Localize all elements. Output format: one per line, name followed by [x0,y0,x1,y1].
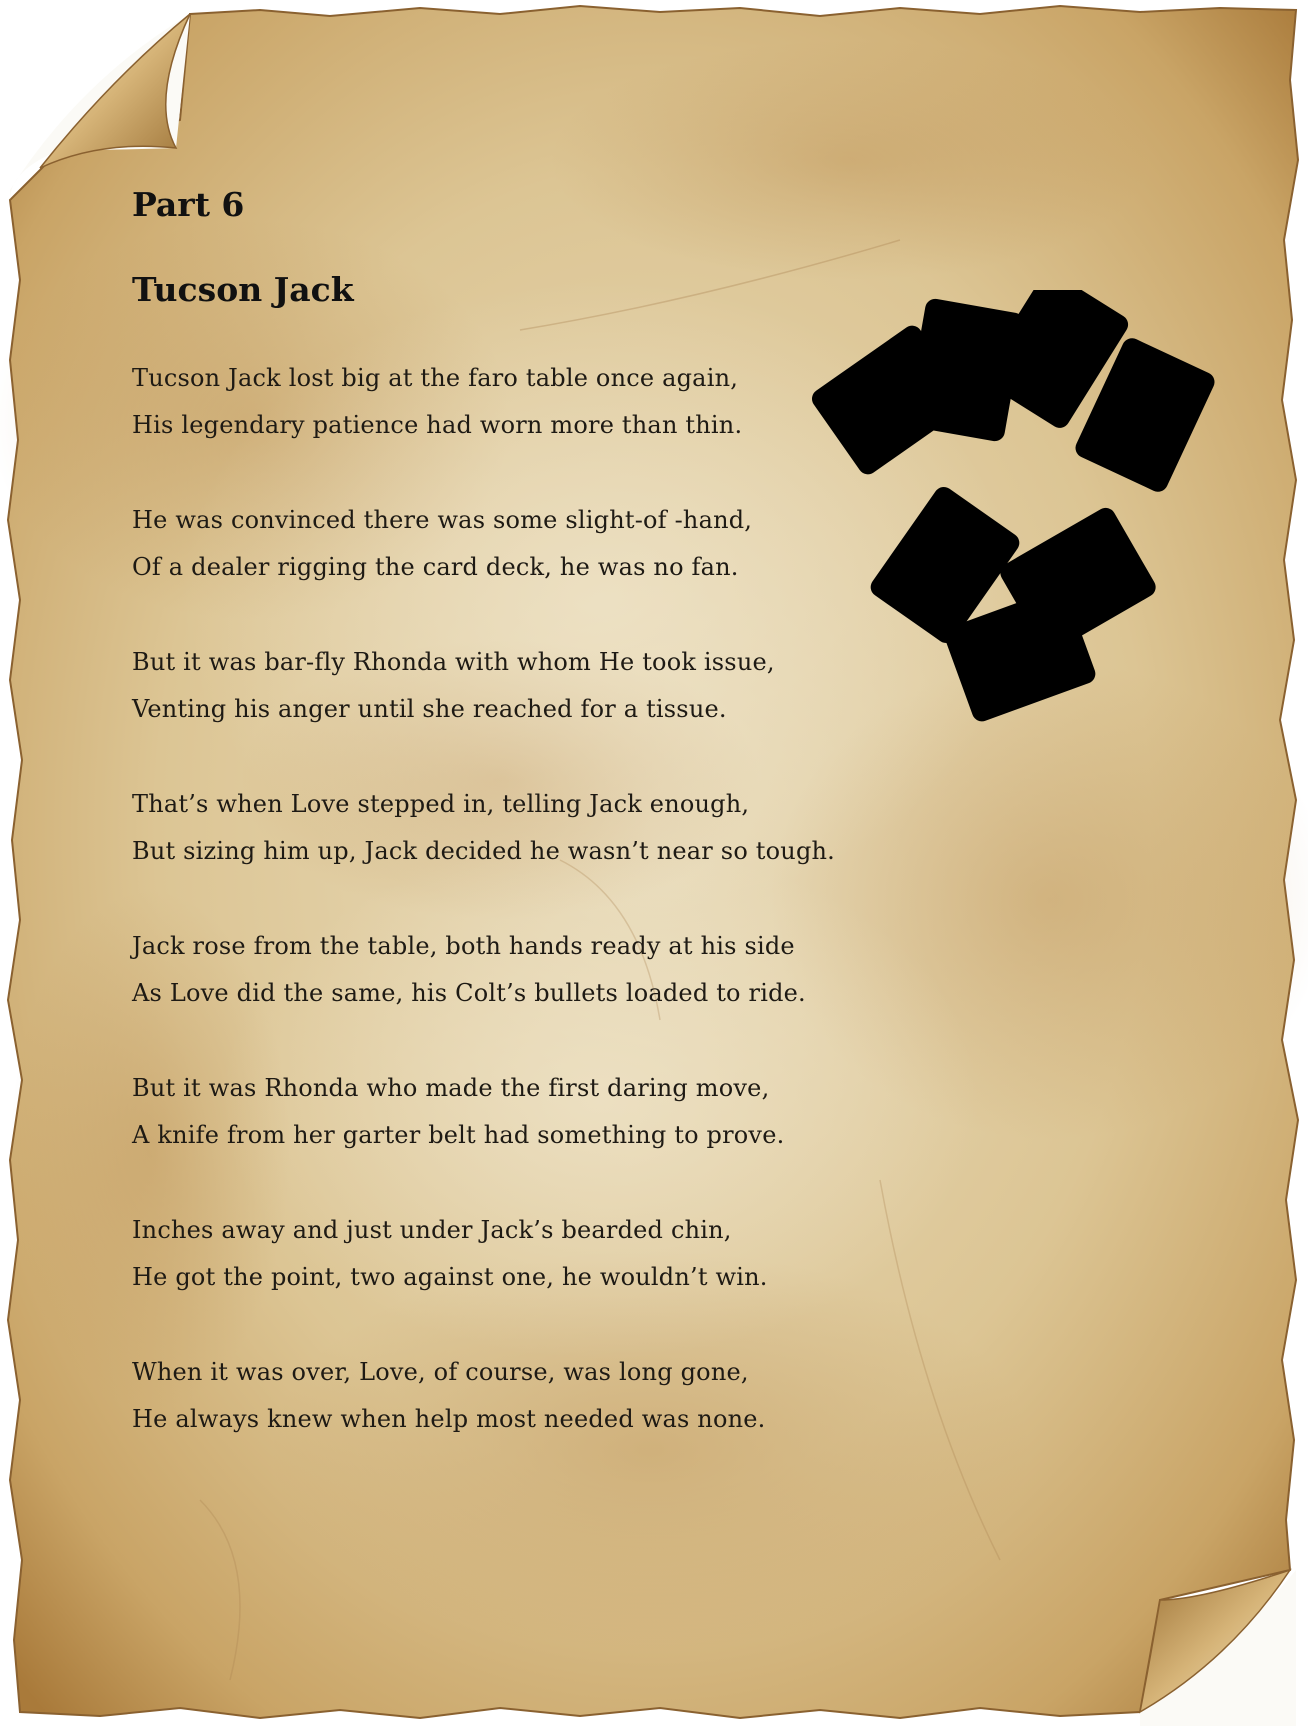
poem-line: He was convinced there was some slight-of -hand, [132,506,753,534]
poem-line: But it was Rhonda who made the first daring move, [132,1074,770,1102]
stanza [132,1349,1032,1443]
poem-line: But it was bar-fly Rhonda with whom He took issue, [132,648,775,676]
stanza [132,1207,1032,1301]
poem-body [132,355,1032,1443]
poem-line: A knife from her garter belt had something to prove. [132,1121,785,1149]
poem-line: Venting his anger until she reached for a tissue. [132,695,727,723]
stanza [132,355,1032,449]
stanza [132,497,1032,591]
poem-line: But sizing him up, Jack decided he wasn’t near so tough. [132,837,835,865]
poem-line: As Love did the same, his Colt’s bullets loaded to ride. [132,979,806,1007]
poem-line: Jack rose from the table, both hands ready at his side [132,932,795,960]
stanza [132,1065,1032,1159]
poem-line: Inches away and just under Jack’s bearded chin, [132,1216,732,1244]
poem-line: His legendary patience had worn more than thin. [132,411,743,439]
poem-line: Tucson Jack lost big at the faro table once again, [132,364,739,392]
poem-line: He got the point, two against one, he wouldn’t win. [132,1263,768,1291]
poem-title: Tucson Jack [132,270,354,309]
stanza [132,639,1032,733]
stanza [132,781,1032,875]
stanza [132,923,1032,1017]
poem-line: Of a dealer rigging the card deck, he was no fan. [132,553,739,581]
poem-line: When it was over, Love, of course, was long gone, [132,1358,749,1386]
poem-line: That’s when Love stepped in, telling Jack enough, [132,790,750,818]
poem-line: He always knew when help most needed was none. [132,1405,766,1433]
part-label: Part 6 [132,185,245,224]
poem-content [132,180,1032,1491]
